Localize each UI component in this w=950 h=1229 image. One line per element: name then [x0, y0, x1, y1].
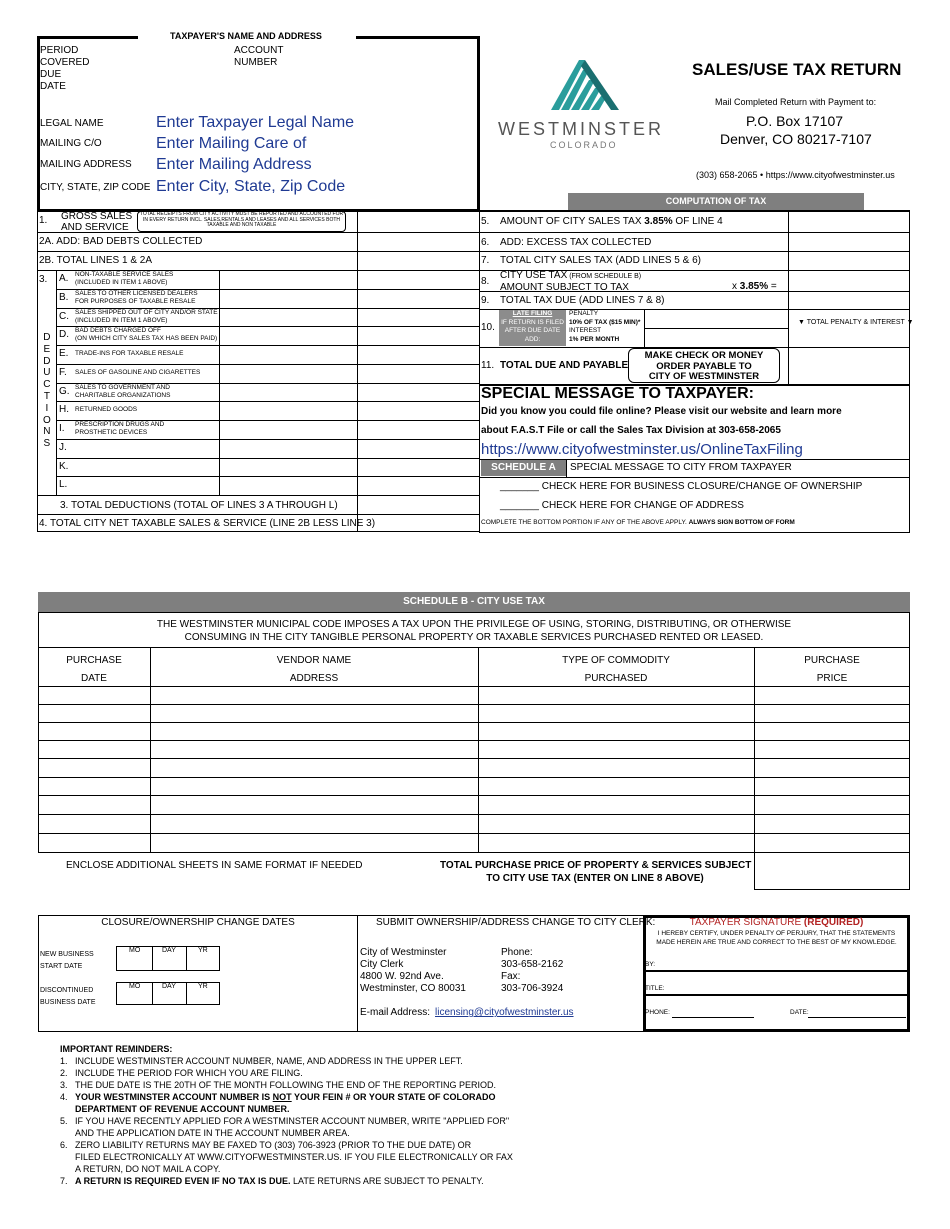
clerk-phone-fax: Phone: 303-658-2162 Fax: 303-706-3924 — [501, 947, 564, 994]
line-11-num: 11. — [481, 360, 495, 371]
enclose-note: ENCLOSE ADDITIONAL SHEETS IN SAME FORMAT IF NEEDED — [66, 860, 363, 871]
deduction-key: C. — [59, 310, 69, 322]
line-4-amount[interactable] — [358, 515, 478, 531]
signature-title: TAXPAYER SIGNATURE (REQUIRED) — [689, 917, 864, 928]
westminster-mountain-icon — [545, 56, 621, 112]
line-8-amount[interactable] — [789, 271, 908, 291]
line-2b-label: 2B. TOTAL LINES 1 & 2A — [39, 255, 153, 266]
important-reminders — [60, 1043, 513, 1187]
line-1-label: GROSS SALES AND SERVICE — [61, 211, 133, 233]
line-9-amount[interactable] — [789, 292, 908, 309]
city-state-zip-label: CITY, STATE, ZIP CODE — [40, 182, 151, 193]
clerk-email-link[interactable]: licensing@cityofwestminster.us — [435, 1007, 574, 1018]
deduction-label: PRESCRIPTION DRUGS AND PROSTHETIC DEVICES — [75, 421, 165, 436]
deduction-amount[interactable] — [220, 402, 356, 419]
special-message-line2: about F.A.S.T File or call the Sales Tax Division at 303-658-2065 — [481, 425, 781, 436]
col-vendor: VENDOR NAME ADDRESS — [276, 655, 352, 684]
deduction-label: SALES OF GASOLINE AND CIGARETTES — [75, 368, 201, 376]
online-filing-link[interactable]: https://www.cityofwestminster.us/OnlineTaxFiling — [481, 441, 803, 458]
deduction-amount[interactable] — [220, 421, 356, 438]
line-3-total-label: 3. TOTAL DEDUCTIONS (TOTAL OF LINES 3 A THROUGH L) — [60, 500, 338, 511]
deductions-vertical-label: D E D U C T I O N S — [43, 332, 51, 450]
payable-to-box: MAKE CHECK OR MONEY ORDER PAYABLE TO CITY OF WESTMINSTER — [628, 348, 780, 383]
schedule-b-entry-row[interactable] — [39, 778, 909, 794]
deduction-amount[interactable] — [220, 309, 356, 326]
legal-name-label: LEGAL NAME — [40, 118, 104, 129]
schedule-a-note: COMPLETE THE BOTTOM PORTION IF ANY OF THE ABOVE APPLY. ALWAYS SIGN BOTTOM OF FORM — [481, 519, 795, 526]
total-penalty-interest-label: ▼ TOTAL PENALTY & INTEREST ▼ — [798, 319, 914, 326]
taxpayer-block-title: TAXPAYER'S NAME AND ADDRESS — [170, 31, 322, 41]
period-label: PERIOD COVERED DUE DATE — [40, 45, 90, 92]
line-3-num: 3. — [39, 274, 48, 285]
contact-line: (303) 658-2065 • https://www.cityofwestminster.us — [696, 170, 895, 180]
disc-day-label: DAY — [162, 983, 176, 990]
line-7-label: TOTAL CITY SALES TAX (ADD LINES 5 & 6) — [500, 255, 701, 266]
signature-title-field[interactable] — [665, 982, 905, 994]
line-2a-label: 2A. ADD: BAD DEBTS COLLECTED — [39, 236, 203, 247]
phone-label: PHONE: — [645, 1009, 670, 1016]
reminders-title: IMPORTANT REMINDERS: — [60, 1044, 173, 1054]
special-message-line1: Did you know you could file online? Please visit our website and learn more — [481, 406, 842, 417]
deduction-key: A. — [59, 273, 69, 284]
mail-note: Mail Completed Return with Payment to: — [715, 97, 877, 107]
brand-name: WESTMINSTER — [498, 119, 664, 139]
deduction-key: I. — [59, 423, 65, 434]
late-filing-box: LATE FILING IF RETURN IS FILED AFTER DUE DATE ADD: — [499, 310, 566, 346]
computation-header: COMPUTATION OF TAX — [568, 193, 864, 210]
reminder-3: 3. THE DUE DATE IS THE 20TH OF THE MONTH FOLLOWING THE END OF THE REPORTING PERIOD. — [60, 1080, 497, 1090]
legal-name-field[interactable]: Enter Taxpayer Legal Name — [156, 114, 355, 131]
address-change-checkbox[interactable]: _______ CHECK HERE FOR CHANGE OF ADDRESS — [500, 500, 744, 511]
deduction-key: H. — [59, 404, 69, 416]
line-11-label: TOTAL DUE AND PAYABLE — [500, 360, 629, 371]
signature-date-field[interactable] — [808, 1006, 906, 1017]
line-2a-amount[interactable] — [358, 233, 478, 251]
new-yr-label: YR — [198, 947, 208, 954]
line-7-amount[interactable] — [789, 252, 908, 270]
line-8-num: 8. — [481, 276, 490, 287]
form-title: SALES/USE TAX RETURN — [692, 60, 902, 79]
line-11-amount[interactable] — [789, 348, 908, 383]
date-label: DATE: — [790, 1009, 809, 1016]
disc-mo-label: MO — [129, 983, 141, 990]
line-1-num: 1. — [39, 215, 48, 226]
brand-sub: COLORADO — [550, 140, 618, 150]
email-label: E-mail Address: — [360, 1007, 431, 1018]
line-5-label: AMOUNT OF CITY SALES TAX 3.85% OF LINE 4 — [500, 216, 723, 227]
line-6-label: ADD: EXCESS TAX COLLECTED — [500, 237, 652, 248]
line-7-num: 7. — [481, 255, 490, 266]
schedule-b-entry-row[interactable] — [39, 741, 909, 757]
deduction-amount[interactable] — [220, 346, 356, 363]
deduction-key: F. — [59, 366, 67, 378]
schedule-b-entry-row[interactable] — [39, 796, 909, 813]
deduction-label: SALES TO GOVERNMENT AND CHARITABLE ORGANIZATIONS — [75, 383, 171, 399]
signature-phone-field[interactable] — [672, 1006, 754, 1017]
deduction-amount[interactable] — [220, 477, 356, 494]
deduction-label: BAD DEBTS CHARGED OFF (ON WHICH CITY SALES TAX HAS BEEN PAID) — [75, 327, 218, 343]
disc-yr-label: YR — [198, 983, 208, 990]
penalty-amount[interactable] — [645, 310, 788, 328]
deduction-amount[interactable] — [220, 327, 356, 344]
deduction-label: SALES SHIPPED OUT OF CITY AND/OR STATE (INCLUDED IN ITEM 1 ABOVE) — [75, 308, 218, 324]
schedule-b-entry-row[interactable] — [39, 815, 909, 832]
deduction-label: RETURNED GOODS — [75, 406, 138, 414]
deduction-label: TRADE-INS FOR TAXABLE RESALE — [75, 350, 184, 357]
deduction-key: G. — [59, 385, 70, 397]
line-9-label: TOTAL TAX DUE (ADD LINES 7 & 8) — [500, 295, 665, 306]
line-5-amount[interactable] — [789, 211, 908, 231]
line-2b-amount[interactable] — [358, 252, 478, 270]
reminder-4: 4. YOUR WESTMINSTER ACCOUNT NUMBER IS NOT YOUR FEIN # OR YOUR STATE OF COLORADO — [60, 1092, 496, 1102]
by-label: BY: — [645, 961, 656, 968]
city-state-zip-field[interactable]: Enter City, State, Zip Code — [156, 178, 346, 195]
signature-by-field[interactable] — [656, 958, 906, 970]
mailing-co-label: MAILING C/O — [40, 138, 102, 149]
special-message-title: SPECIAL MESSAGE TO TAXPAYER: — [481, 385, 754, 402]
deduction-amount[interactable] — [220, 459, 356, 476]
line-6-num: 6. — [481, 237, 490, 248]
col-purchase-date: PURCHASE DATE — [66, 655, 122, 684]
deduction-key: B. — [59, 291, 69, 303]
deduction-label: NON-TAXABLE SERVICE SALES (INCLUDED IN ITEM 1 ABOVE) — [75, 271, 174, 286]
deduction-label: SALES TO OTHER LICENSED DEALERS FOR PURPOSES OF TAXABLE RESALE — [75, 289, 198, 305]
line-3-total-amount[interactable] — [358, 496, 478, 514]
line-1-amount[interactable] — [358, 211, 478, 232]
deduction-amount[interactable] — [220, 365, 356, 382]
schedule-a-message[interactable]: SPECIAL MESSAGE TO CITY FROM TAXPAYER — [570, 462, 792, 473]
reminder-6: 6. ZERO LIABILITY RETURNS MAY BE FAXED TO (303) 706-3923 (PRIOR TO THE DUE DATE) OR — [60, 1140, 472, 1150]
reminder-6-cont: FILED ELECTRONICALLY AT WWW.CITYOFWESTMINSTER.US. IF YOU FILE ELECTRONICALLY OR FAX — [75, 1152, 513, 1162]
submit-title: SUBMIT OWNERSHIP/ADDRESS CHANGE TO CITY CLERK: — [376, 917, 656, 928]
reminder-7: 7. A RETURN IS REQUIRED EVEN IF NO TAX IS DUE. LATE RETURNS ARE SUBJECT TO PENALTY. — [60, 1176, 484, 1186]
mailing-address-label: MAILING ADDRESS — [40, 159, 132, 170]
line-8-rate: x 3.85% = — [732, 281, 777, 292]
title-label: TITLE: — [645, 985, 665, 992]
reminder-6-cont2: A RETURN, DO NOT MAIL A COPY. — [75, 1164, 221, 1174]
line-10-amount[interactable] — [789, 329, 908, 347]
schedule-a-label: SCHEDULE A — [481, 460, 566, 476]
closure-title: CLOSURE/OWNERSHIP CHANGE DATES — [101, 917, 295, 928]
schedule-b-entry-row[interactable] — [39, 705, 909, 721]
closure-checkbox[interactable]: _______ CHECK HERE FOR BUSINESS CLOSURE/CHANGE OF OWNERSHIP — [500, 481, 863, 492]
discontinued-label: DISCONTINUED BUSINESS DATE — [40, 987, 96, 1006]
deduction-amount[interactable] — [220, 384, 356, 401]
schedule-b-intro: THE WESTMINSTER MUNICIPAL CODE IMPOSES A TAX UPON THE PRIVILEGE OF USING, STORING, DISTRIBUTING, OR OTHERWISE CONSUMING IN THE CITY TANGIBLE PERSONAL PROPERTY OR TAXABLE SERVICES PURCHASED RENTED OR LEASED. — [38, 612, 910, 648]
new-business-label: NEW BUSINESS START DATE — [40, 951, 94, 970]
reminder-5-cont: AND THE APPLICATION DATE IN THE ACCOUNT NUMBER AREA. — [75, 1128, 350, 1138]
schedule-b-total-label: TOTAL PURCHASE PRICE OF PROPERTY & SERVICES SUBJECT TO CITY USE TAX (ENTER ON LINE 8 ABOVE) — [440, 860, 752, 884]
schedule-b-entry-row[interactable] — [39, 723, 909, 739]
po-box: P.O. Box 17107 — [746, 113, 844, 129]
col-commodity: TYPE OF COMMODITY PURCHASED — [562, 655, 670, 684]
line-10-num: 10. — [481, 322, 495, 333]
reminder-1: 1. INCLUDE WESTMINSTER ACCOUNT NUMBER, NAME, AND ADDRESS IN THE UPPER LEFT. — [60, 1056, 463, 1066]
deduction-key: K. — [59, 460, 69, 472]
line-9-num: 9. — [481, 295, 490, 306]
line-1-note: TOTAL RECEIPTS FROM CITY ACTIVITY MUST BE REPORTED AND ACCOUNTED FOR IN EVERY RETURN INCL. SALES,RENTALS AND LEASES AND ALL SERVICES BOTH TAXABLE AND NON TAXABLE — [137, 211, 346, 232]
schedule-b-entry-row[interactable] — [39, 759, 909, 776]
schedule-b-total-amount[interactable] — [755, 854, 909, 889]
interest-amount[interactable] — [645, 329, 788, 347]
schedule-b-entry-row[interactable] — [39, 687, 909, 703]
deduction-amount[interactable] — [220, 290, 356, 307]
new-mo-label: MO — [129, 947, 141, 954]
penalty-text: PENALTY 10% OF TAX ($15 MIN)* INTEREST 1% PER MONTH — [569, 310, 641, 343]
certify-text: I HEREBY CERTIFY, UNDER PENALTY OF PERJURY, THAT THE STATEMENTS MADE HEREIN ARE TRUE AND CORRECT TO THE BEST OF MY KNOWLEDGE. — [656, 930, 897, 946]
reminder-5: 5. IF YOU HAVE RECENTLY APPLIED FOR A WESTMINSTER ACCOUNT NUMBER, WRITE "APPLIED FOR" — [60, 1116, 510, 1126]
line-4-label: 4. TOTAL CITY NET TAXABLE SALES & SERVICE (LINE 2B LESS LINE 3) — [39, 518, 376, 529]
city-zip: Denver, CO 80217-7107 — [720, 131, 872, 147]
schedule-b-title: SCHEDULE B - CITY USE TAX — [38, 592, 910, 612]
reminder-2: 2. INCLUDE THE PERIOD FOR WHICH YOU ARE FILING. — [60, 1068, 303, 1078]
deduction-amount[interactable] — [220, 440, 356, 457]
line-5-num: 5. — [481, 216, 490, 227]
line-6-amount[interactable] — [789, 233, 908, 251]
line-8-label: CITY USE TAX (FROM SCHEDULE B) AMOUNT SUBJECT TO TAX — [500, 270, 642, 293]
schedule-b-entry-row[interactable] — [39, 834, 909, 851]
new-day-label: DAY — [162, 947, 176, 954]
mailing-address-field[interactable]: Enter Mailing Address — [156, 156, 312, 173]
clerk-address: City of Westminster City Clerk 4800 W. 92nd Ave. Westminster, CO 80031 — [360, 947, 466, 994]
deduction-amount[interactable] — [220, 271, 356, 288]
deduction-key: L. — [59, 479, 68, 491]
col-purchase-price: PURCHASE PRICE — [804, 655, 860, 684]
deduction-key: J. — [59, 441, 67, 453]
reminder-4-cont: DEPARTMENT OF REVENUE ACCOUNT NUMBER. — [75, 1104, 290, 1114]
mailing-co-field[interactable]: Enter Mailing Care of — [156, 135, 307, 152]
deduction-key: D. — [59, 329, 69, 341]
deduction-key: E. — [59, 348, 69, 359]
account-number-label: ACCOUNT NUMBER — [234, 45, 284, 68]
